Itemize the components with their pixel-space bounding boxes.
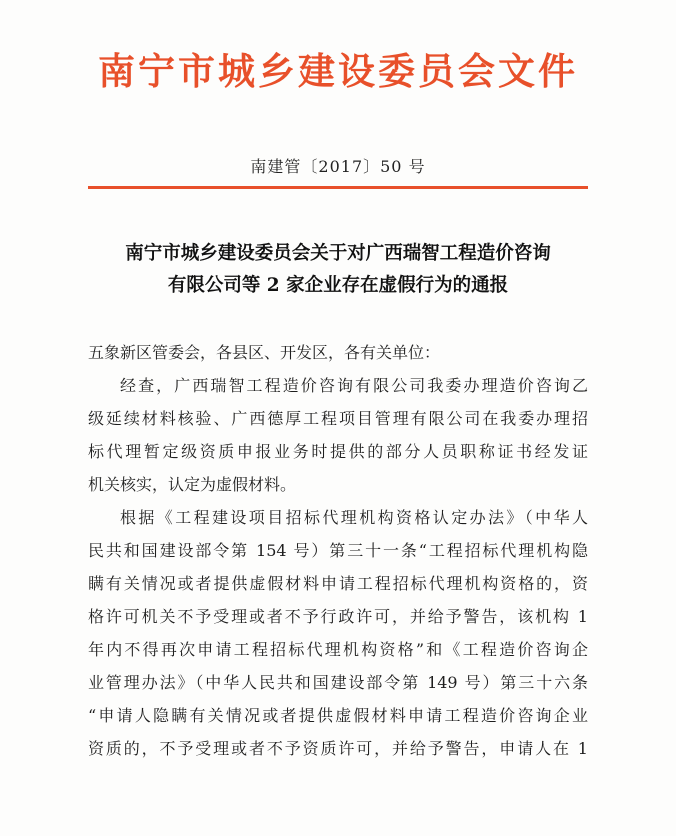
notice-title-line: 南宁市城乡建设委员会关于对广西瑞智工程造价咨询	[125, 243, 551, 264]
notice-title-line: 有限公司等 2 家企业存在虚假行为的通报	[167, 275, 509, 296]
header-divider	[88, 186, 588, 189]
document-header-title: 南宁市城乡建设委员会文件	[98, 50, 578, 93]
body-line: 级延续材料核验、广西德厚工程项目管理有限公司在我委办理招	[88, 409, 588, 428]
body-line: 业管理办法》（中华人民共和国建设部令第 149 号）第三十六条	[88, 673, 588, 692]
body-line: 年内不得再次申请工程招标代理机构资格”和《工程造价咨询企	[88, 640, 588, 659]
body-line: 资质的，不予受理或者不予资质许可，并给予警告，申请人在 1	[88, 739, 588, 758]
body-line: 民共和国建设部令第 154 号）第三十一条“工程招标代理机构隐	[88, 541, 588, 560]
body-line: 根据《工程建设项目招标代理机构资格认定办法》（中华人	[120, 508, 588, 527]
body-line: 瞒有关情况或者提供虚假材料申请工程招标代理机构资格的，资	[88, 574, 588, 593]
body-line: “申请人隐瞒有关情况或者提供虚假材料申请工程造价咨询企业	[88, 706, 588, 725]
notice-title	[0, 238, 676, 302]
body-line: 格许可机关不予受理或者不予行政许可，并给予警告，该机构 1	[88, 607, 588, 626]
body-line: 经查，广西瑞智工程造价咨询有限公司我委办理造价咨询乙	[120, 376, 588, 395]
document-number: 南建管〔2017〕50 号	[250, 157, 426, 176]
body-line: 机关核实，认定为虚假材料。	[88, 475, 297, 494]
body-line: 标代理暂定级资质申报业务时提供的部分人员职称证书经发证	[88, 442, 588, 461]
salutation-line: 五象新区管委会，各县区、开发区，各有关单位：	[88, 343, 441, 362]
notice-body	[88, 336, 588, 765]
